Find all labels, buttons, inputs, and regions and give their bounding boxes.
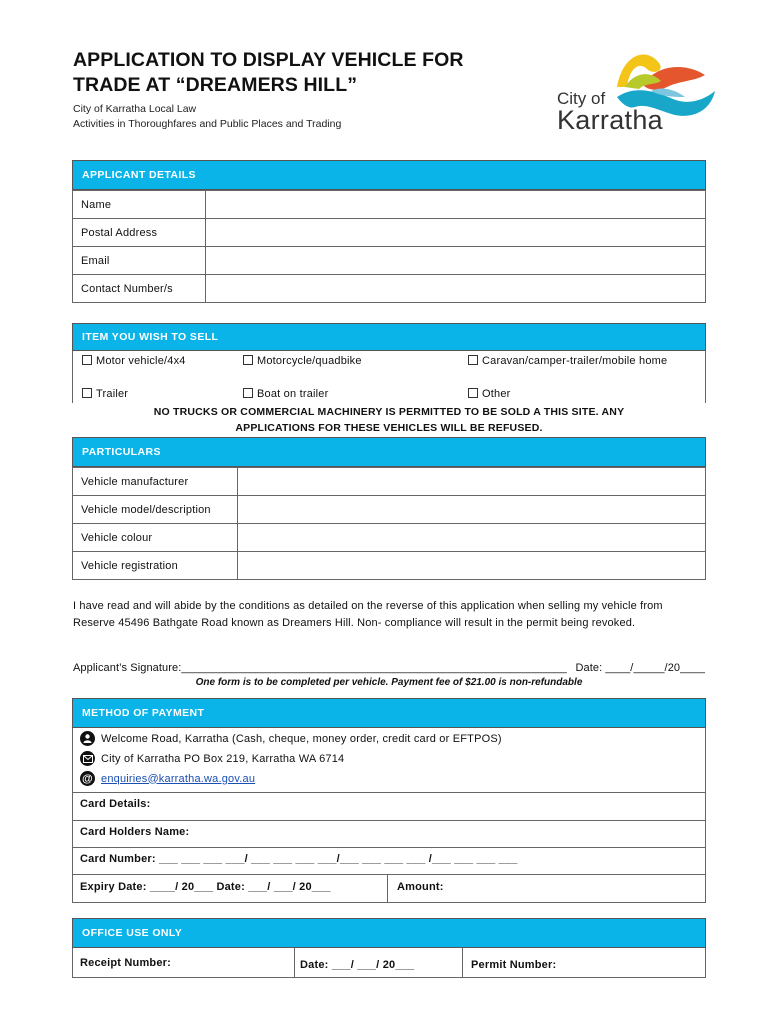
checkbox-icon[interactable] [243, 388, 253, 398]
label-email: Email [73, 247, 206, 275]
label-contact-number: Contact Number/s [73, 275, 206, 303]
divider [72, 792, 706, 793]
signature-field[interactable]: Applicant’s Signature:______________________________________________________________ [73, 662, 567, 674]
title-line-1: APPLICATION TO DISPLAY VEHICLE FOR [73, 49, 464, 71]
card-holder-field[interactable]: Card Holders Name: [80, 826, 190, 838]
divider [72, 874, 706, 875]
permit-number-field[interactable]: Permit Number: [471, 959, 557, 971]
option-motor-vehicle[interactable] [82, 355, 186, 367]
option-trailer[interactable] [82, 388, 128, 400]
logo-text-karratha: Karratha [557, 105, 663, 135]
expiry-date-field[interactable]: Expiry Date: ____/ 20___ Date: ___/ ___/ 20___ [80, 881, 331, 893]
divider [387, 874, 388, 903]
card-details-label: Card Details: [80, 798, 151, 810]
person-icon [80, 731, 95, 746]
signature-row [73, 662, 705, 674]
card-number-field[interactable]: Card Number: ___ ___ ___ ___/ ___ ___ ___ ___/___ ___ ___ ___ /___ ___ ___ ___ [80, 853, 518, 865]
divider [72, 820, 706, 821]
input-vehicle-registration[interactable] [238, 552, 706, 580]
option-caravan[interactable] [468, 355, 667, 367]
checkbox-icon[interactable] [243, 355, 253, 365]
one-form-note: One form is to be completed per vehicle. Payment fee of $21.00 is non-refundable [195, 677, 583, 688]
city-of-karratha-logo [555, 45, 720, 140]
post-text: City of Karratha PO Box 219, Karratha WA 6714 [101, 752, 345, 765]
particulars-table [72, 467, 706, 580]
input-vehicle-model[interactable] [238, 496, 706, 524]
label-postal-address: Postal Address [73, 219, 206, 247]
title-line-2: TRADE AT “DREAMERS HILL” [73, 74, 358, 96]
warning-line-1: NO TRUCKS OR COMMERCIAL MACHINERY IS PERMITTED TO BE SOLD A THIS SITE. ANY [153, 406, 625, 418]
receipt-number-field[interactable]: Receipt Number: [80, 957, 172, 969]
payment-by-post [80, 751, 344, 766]
particulars-header: PARTICULARS [72, 437, 706, 467]
payment-by-email [80, 771, 255, 786]
input-email[interactable] [206, 247, 706, 275]
payment-in-person [80, 731, 502, 746]
option-label: Boat on trailer [257, 388, 329, 400]
signature-date-field[interactable]: Date: ____/_____/20____ [575, 662, 705, 674]
item-to-sell-header: ITEM YOU WISH TO SELL [72, 323, 706, 351]
input-name[interactable] [206, 191, 706, 219]
envelope-icon [80, 751, 95, 766]
declaration-text: I have read and will abide by the conditions as detailed on the reverse of this application when selling my vehicle from Reserve 45496 Bathgate Road known as Dreamers Hill. Non- compliance will result in the permit being revoked. [73, 600, 663, 629]
at-sign-icon: @ [80, 771, 95, 786]
page-title [73, 48, 543, 98]
email-link[interactable]: enquiries@karratha.wa.gov.au [101, 772, 256, 785]
subtitle-local-law: City of Karratha Local Law [73, 103, 197, 115]
input-contact-number[interactable] [206, 275, 706, 303]
applicant-details-header: APPLICANT DETAILS [72, 160, 706, 190]
label-vehicle-registration: Vehicle registration [73, 552, 238, 580]
logo-text-city-of: City of [557, 89, 606, 108]
checkbox-icon[interactable] [82, 388, 92, 398]
option-other[interactable] [468, 388, 511, 400]
checkbox-icon[interactable] [468, 388, 478, 398]
option-label: Trailer [96, 388, 129, 400]
input-vehicle-manufacturer[interactable] [238, 468, 706, 496]
label-vehicle-model: Vehicle model/description [73, 496, 238, 524]
label-name: Name [73, 191, 206, 219]
option-label: Other [482, 388, 511, 400]
no-trucks-warning [73, 404, 705, 436]
in-person-text: Welcome Road, Karratha (Cash, cheque, money order, credit card or EFTPOS) [101, 732, 502, 745]
option-label: Motorcycle/quadbike [257, 355, 362, 367]
divider [462, 948, 463, 978]
office-date-field[interactable]: Date: ___/ ___/ 20___ [300, 959, 415, 971]
method-of-payment-header: METHOD OF PAYMENT [72, 698, 706, 728]
divider [72, 847, 706, 848]
warning-line-2: APPLICATIONS FOR THESE VEHICLES WILL BE REFUSED. [235, 422, 543, 434]
option-label: Motor vehicle/4x4 [96, 355, 186, 367]
subtitle-activities: Activities in Thoroughfares and Public Places and Trading [73, 118, 342, 130]
option-label: Caravan/camper-trailer/mobile home [482, 355, 668, 367]
applicant-details-table [72, 190, 706, 303]
checkbox-icon[interactable] [82, 355, 92, 365]
office-use-only-header: OFFICE USE ONLY [72, 918, 706, 948]
checkbox-icon[interactable] [468, 355, 478, 365]
input-vehicle-colour[interactable] [238, 524, 706, 552]
label-vehicle-manufacturer: Vehicle manufacturer [73, 468, 238, 496]
divider [294, 948, 295, 978]
input-postal-address[interactable] [206, 219, 706, 247]
label-vehicle-colour: Vehicle colour [73, 524, 238, 552]
amount-field[interactable]: Amount: [397, 881, 444, 893]
option-boat-on-trailer[interactable] [243, 388, 328, 400]
option-motorcycle[interactable] [243, 355, 362, 367]
